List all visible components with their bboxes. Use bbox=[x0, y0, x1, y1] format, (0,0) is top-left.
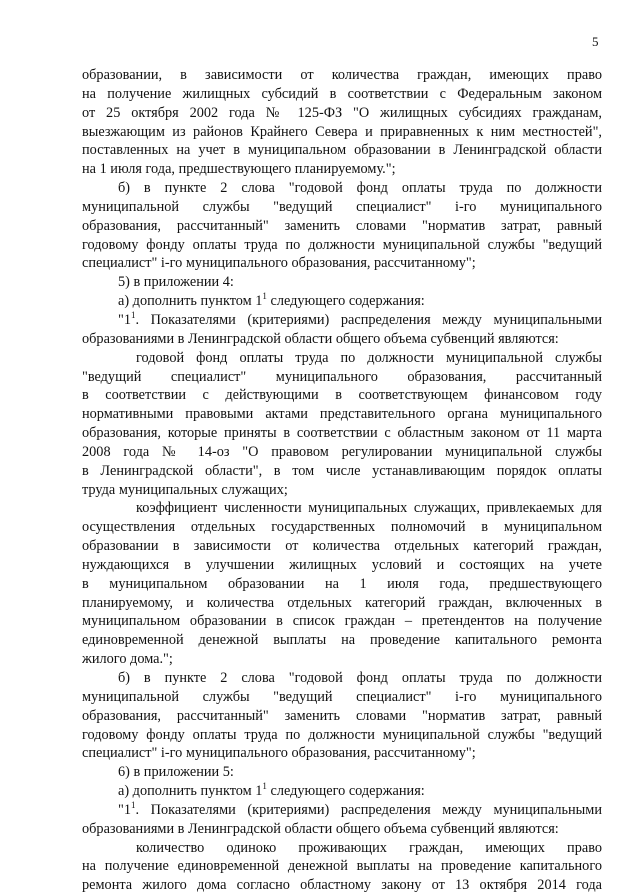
line-text: годовому фонду оплаты труда по должности муниципальной службы "ведущий bbox=[82, 726, 602, 743]
text-line bbox=[82, 141, 602, 160]
line-text: поставленных на учет в муниципальном образовании в Ленинградской области bbox=[82, 142, 602, 159]
superscript: 1 bbox=[262, 292, 267, 302]
line-text: а) дополнить пунктом 1 bbox=[118, 293, 263, 310]
text-line bbox=[82, 744, 602, 763]
text-line bbox=[82, 612, 602, 631]
line-text: образованиями в Ленинградской области общего объема субвенций являются: bbox=[82, 330, 559, 347]
line-text-continued: следующего содержания: bbox=[266, 783, 425, 800]
line-text: планируемому, и количества отдельных категорий граждан, включенных в bbox=[82, 594, 602, 611]
text-line bbox=[82, 726, 602, 745]
line-text: б) в пункте 2 слова "годовой фонд оплаты труда по должности bbox=[118, 180, 602, 197]
line-text: нормативными правовыми актами представительного органа муниципального bbox=[82, 406, 602, 423]
text-line bbox=[82, 254, 602, 273]
text-line bbox=[82, 349, 602, 368]
line-text: "1 bbox=[118, 311, 131, 328]
line-text: труда муниципальных служащих; bbox=[82, 481, 288, 498]
line-text: коэффициент численности муниципальных служащих, привлекаемых для bbox=[136, 500, 602, 517]
line-text: 6) в приложении 5: bbox=[118, 764, 234, 781]
text-line bbox=[82, 518, 602, 537]
line-text: от 25 октября 2002 года № 125-ФЗ "О жилищных субсидиях гражданам, bbox=[82, 104, 602, 121]
text-line bbox=[82, 386, 602, 405]
text-line bbox=[82, 820, 602, 839]
line-text: специалист" i-го муниципального образования, рассчитанному"; bbox=[82, 745, 476, 762]
text-line bbox=[82, 330, 602, 349]
text-line bbox=[82, 273, 602, 292]
line-text: "ведущий специалист" муниципального образования, рассчитанный bbox=[82, 368, 602, 385]
line-text-continued: . Показателями (критериями) распределения между муниципальными bbox=[135, 801, 602, 818]
line-text: образованиями в Ленинградской области общего объема субвенций являются: bbox=[82, 820, 559, 837]
text-line bbox=[82, 292, 602, 311]
line-text: выезжающим из районов Крайнего Севера и приравненных к ним местностей", bbox=[82, 123, 602, 140]
line-text: в Ленинградской области", в том числе устанавливающим порядок оплаты bbox=[82, 462, 602, 479]
text-line bbox=[82, 707, 602, 726]
text-line bbox=[82, 876, 602, 895]
text-line bbox=[82, 839, 602, 858]
text-line bbox=[82, 405, 602, 424]
text-line bbox=[82, 556, 602, 575]
text-line bbox=[82, 123, 602, 142]
superscript: 1 bbox=[262, 782, 267, 792]
line-text: в соответствии с действующими в соответствующем финансовом году bbox=[82, 387, 602, 404]
line-text: ремонта жилого дома согласно областному закону от 13 октября 2014 года bbox=[82, 877, 602, 894]
line-text: муниципальном образовании в список граждан – претендентов на получение bbox=[82, 613, 602, 630]
line-text: осуществления отдельных государственных полномочий в муниципальном bbox=[82, 519, 602, 536]
text-line bbox=[82, 179, 602, 198]
line-text: количество одиноко проживающих граждан, имеющих право bbox=[136, 839, 602, 856]
text-line bbox=[82, 575, 602, 594]
line-text: образования, которые приняты в соответствии с областным законом от 11 марта bbox=[82, 425, 602, 442]
line-text: специалист" i-го муниципального образования, рассчитанному"; bbox=[82, 255, 476, 272]
line-text: образования, рассчитанный" заменить словами "норматив затрат, равный bbox=[82, 217, 602, 234]
text-line bbox=[82, 537, 602, 556]
text-line bbox=[82, 801, 602, 820]
page-number: 5 bbox=[592, 34, 599, 49]
line-text: 5) в приложении 4: bbox=[118, 274, 234, 291]
text-line bbox=[82, 368, 602, 387]
line-text: в муниципальном образовании на 1 июля года, предшествующего bbox=[82, 575, 602, 592]
line-text: образования, рассчитанный" заменить словами "норматив затрат, равный bbox=[82, 707, 602, 724]
text-line bbox=[82, 217, 602, 236]
text-line bbox=[82, 236, 602, 255]
line-text: единовременной денежной выплаты на проведение капитального ремонта bbox=[82, 632, 602, 649]
line-text: а) дополнить пунктом 1 bbox=[118, 783, 263, 800]
text-line bbox=[82, 631, 602, 650]
text-line bbox=[82, 763, 602, 782]
text-line bbox=[82, 311, 602, 330]
line-text-continued: . Показателями (критериями) распределения между муниципальными bbox=[135, 311, 602, 328]
line-text: на 1 июля года, предшествующего планируемому."; bbox=[82, 161, 396, 178]
line-text: 2008 года № 14-оз "О правовом регулировании муниципальной службы bbox=[82, 443, 602, 460]
text-line bbox=[82, 669, 602, 688]
text-line bbox=[82, 104, 602, 123]
text-line bbox=[82, 688, 602, 707]
line-text: муниципальной службы "ведущий специалист" i-го муниципального bbox=[82, 198, 602, 215]
line-text-continued: следующего содержания: bbox=[266, 293, 425, 310]
text-line bbox=[82, 443, 602, 462]
line-text: жилого дома."; bbox=[82, 651, 173, 668]
text-line bbox=[82, 198, 602, 217]
text-line bbox=[82, 499, 602, 518]
line-text: б) в пункте 2 слова "годовой фонд оплаты труда по должности bbox=[118, 670, 602, 686]
line-text: "1 bbox=[118, 801, 131, 818]
line-text: на получение единовременной денежной выплаты на проведение капитального bbox=[82, 858, 602, 875]
superscript: 1 bbox=[131, 800, 136, 811]
text-line bbox=[82, 481, 602, 500]
text-line bbox=[82, 857, 602, 876]
text-line bbox=[82, 160, 602, 179]
text-line bbox=[82, 85, 602, 104]
line-text: годовой фонд оплаты труда по должности муниципальной службы bbox=[136, 349, 602, 366]
line-text: образовании, в зависимости от количества граждан, имеющих право bbox=[82, 67, 602, 83]
line-text: образовании в зависимости от количества отдельных категорий граждан, bbox=[82, 538, 602, 555]
line-text: нуждающихся в улучшении жилищных условий и состоящих на учете bbox=[82, 556, 602, 573]
text-line bbox=[82, 66, 602, 85]
text-line bbox=[82, 594, 602, 613]
document-body bbox=[82, 66, 602, 895]
text-line bbox=[82, 650, 602, 669]
line-text: муниципальной службы "ведущий специалист" i-го муниципального bbox=[82, 688, 602, 705]
text-line bbox=[82, 462, 602, 481]
line-text: годовому фонду оплаты труда по должности муниципальной службы "ведущий bbox=[82, 236, 602, 253]
superscript: 1 bbox=[131, 310, 136, 321]
text-line bbox=[82, 424, 602, 443]
line-text: на получение жилищных субсидий в соответствии с Федеральным законом bbox=[82, 85, 602, 102]
text-line bbox=[82, 782, 602, 801]
